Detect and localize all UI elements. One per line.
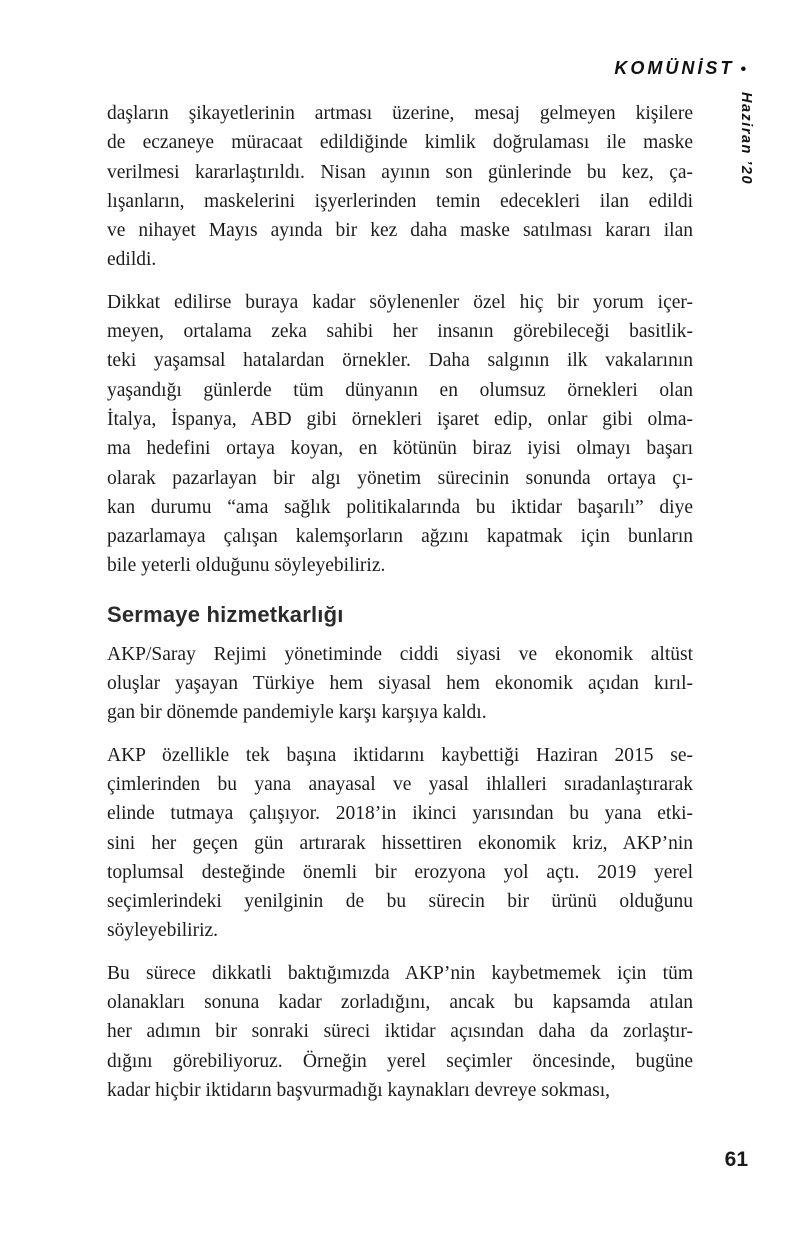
text-line: kan durumu “ama sağlık politikalarında bu iktidar başarılı” diye [107,496,693,518]
text-line: lışanların, maskelerini işyerlerinden temin edecekleri ilan edildi [107,190,693,212]
text-line: yaşandığı günlerde tüm dünyanın en olumsuz örnekleri olan [107,379,693,401]
paragraph [107,640,693,728]
text-line: seçimlerindeki yenilginin de bu sürecin bir ürünü olduğunu [107,891,693,913]
text-line: Bu sürece dikkatli baktığımızda AKP’nin kaybetmemek için tüm [107,962,693,984]
text-line: AKP özellikle tek başına iktidarını kaybettiği Haziran 2015 se- [107,744,693,766]
magazine-masthead [614,58,746,79]
page-number: 61 [724,1148,748,1171]
text-line: oluşlar yaşayan Türkiye hem siyasal hem ekonomik açıdan kırıl- [107,673,693,695]
text-line: dığını görebiliyoruz. Örneğin yerel seçimler öncesinde, bugüne [107,1050,693,1072]
text-line: söyleyebiliriz. [107,920,219,942]
text-line: meyen, ortalama zeka sahibi her insanın görebileceği basitlik- [107,321,693,343]
text-line: edildi. [107,249,157,271]
paragraph [107,959,693,1105]
text-line: verilmesi kararlaştırıldı. Nisan ayının son günlerinde bu kez, ça- [107,161,693,183]
text-line: daşların şikayetlerinin artması üzerine, mesaj gelmeyen kişilere [107,103,693,124]
text-line: de eczaneye müracaat edildiğinde kimlik doğrulaması ile maske [107,132,693,154]
magazine-title: KOMÜNİST [614,58,735,78]
text-line: gan bir dönemde pandemiyle karşı karşıya kaldı. [107,702,487,724]
issue-label-vertical: Haziran ’20 [738,92,754,186]
text-line: ve nihayet Mayıs ayında bir kez daha maske satılması kararı ilan [107,220,693,242]
paragraph [107,741,693,946]
text-line: olanakları sonuna kadar zorladığını, ancak bu kapsamda atılan [107,992,693,1014]
text-line: toplumsal desteğinde önemli bir erozyona yol açtı. 2019 yerel [107,861,693,883]
text-line: Dikkat edilirse buraya kadar söylenenler özel hiç bir yorum içer- [107,291,693,313]
paragraph [107,288,693,581]
text-line: sini her geçen gün artırarak hissettiren ekonomik kriz, AKP’nin [107,832,693,854]
text-line: elinde tutmaya çalışıyor. 2018’in ikinci yarısından bu yana etki- [107,803,693,825]
text-line: çimlerinden bu yana anayasal ve yasal ihlalleri sıradanlaştırarak [107,773,693,795]
text-line: teki yaşamsal hatalardan örnekler. Daha salgının ilk vakalarının [107,350,693,372]
paragraph [107,99,693,275]
text-line: kadar hiçbir iktidarın başvurmadığı kaynakları devreye sokması, [107,1079,611,1101]
text-line: İtalya, İspanya, ABD gibi örnekleri işaret edip, onlar gibi olma- [107,408,693,430]
text-column [107,99,693,1118]
text-line: pazarlamaya çalışan kalemşorların ağzını kapatmak için bunların [107,526,693,548]
text-line: bile yeterli olduğunu söyleyebiliriz. [107,555,386,577]
text-line: ma hedefini ortaya koyan, en kötünün biraz iyisi olmayı başarı [107,438,693,460]
section-heading: Sermaye hizmetkarlığı [107,601,344,627]
masthead-bullet-icon: • [740,61,746,78]
text-line: olarak pazarlayan bir algı yönetim sürecinin sonunda ortaya çı- [107,467,693,489]
text-line: AKP/Saray Rejimi yönetiminde ciddi siyasi ve ekonomik altüst [107,643,693,665]
text-line: her adımın bir sonraki süreci iktidar açısından daha da zorlaştır- [107,1021,693,1043]
